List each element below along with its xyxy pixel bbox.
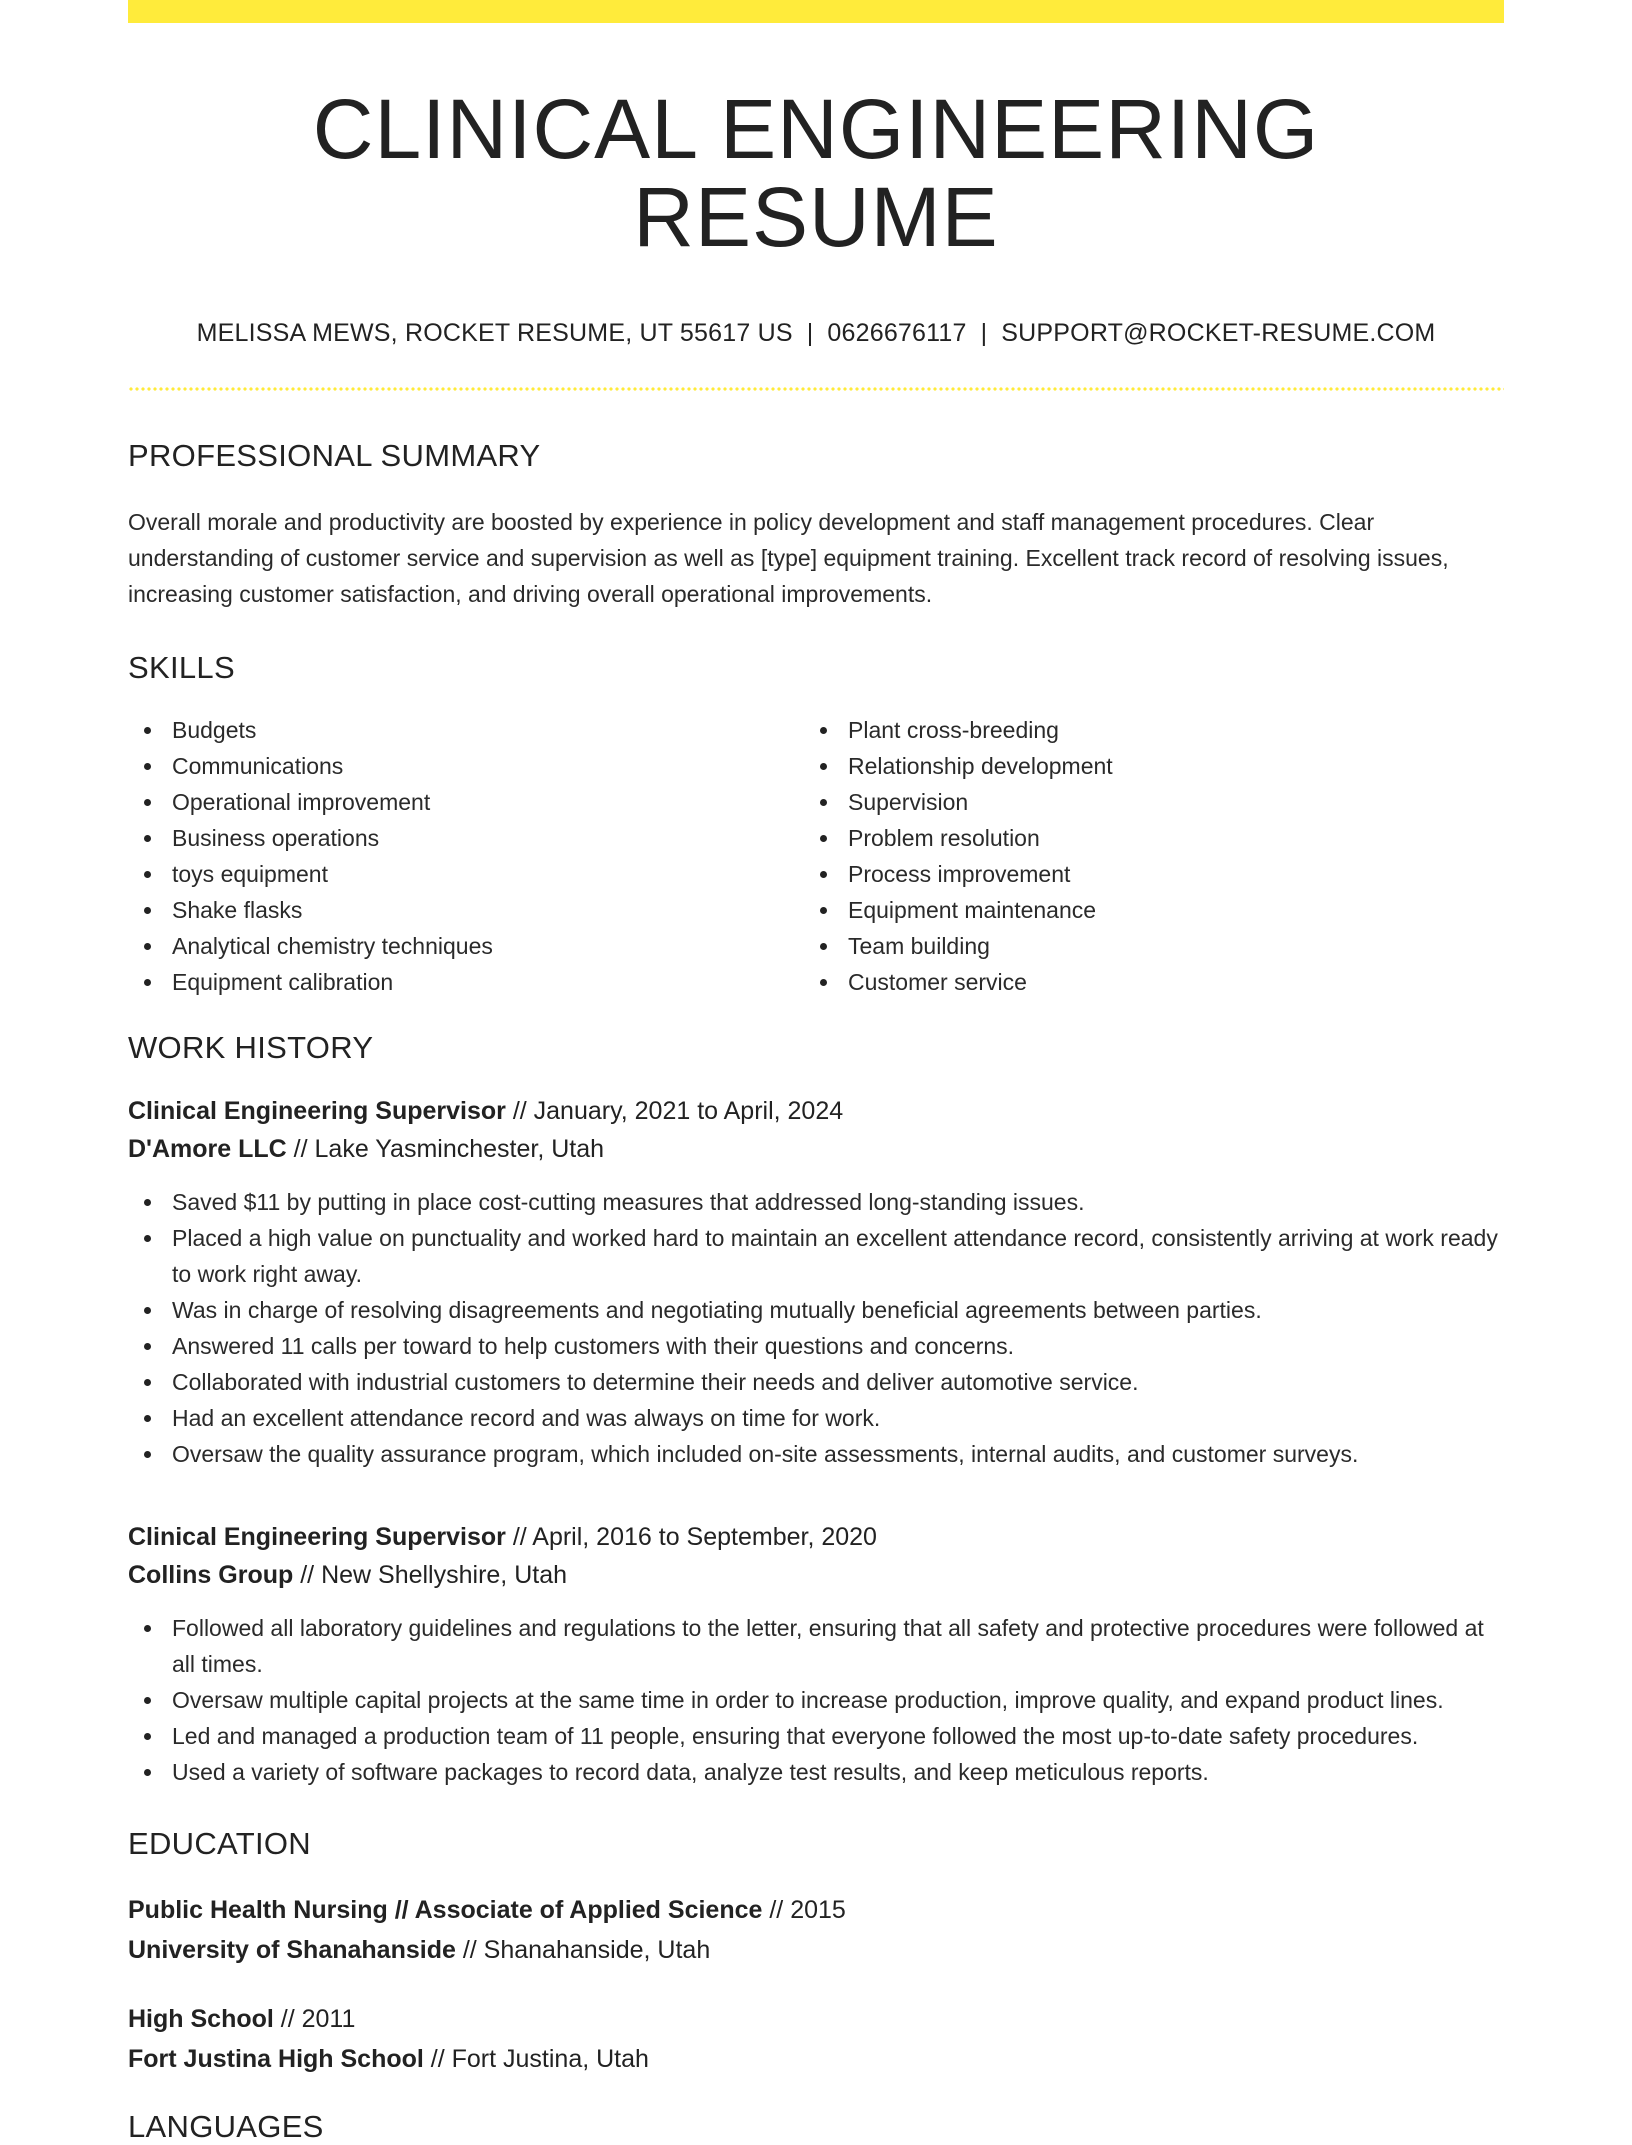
contact-address: MELISSA MEWS, ROCKET RESUME, UT 55617 US [196,319,793,348]
skills-column-right [804,712,1480,1000]
list-item: Had an excellent attendance record and was always on time for work. [128,1400,1504,1436]
list-item: Followed all laboratory guidelines and regulations to the letter, ensuring that all safety and protective procedures were followed at all times. [128,1610,1504,1682]
job-bullets [128,1610,1504,1790]
job-dates: // January, 2021 to April, 2024 [505,1097,844,1126]
skill-item: Budgets [128,712,804,748]
skill-item: Shake flasks [128,892,804,928]
job-dates: // April, 2016 to September, 2020 [505,1523,877,1552]
education-degree-line [128,1999,1504,2039]
contact-line [128,319,1504,348]
skills-column-left [128,712,804,1000]
summary-text: Overall morale and productivity are boosted by experience in policy development and staff management procedures. Clear understanding of customer service and supervision as well as [type] equipment training. Excellent track record of resolving issues, increasing customer satisfaction, and driving overall operational improvements. [128,509,1449,608]
skill-item: Plant cross-breeding [804,712,1480,748]
education-school: University of Shanahanside [128,1936,456,1965]
education-entry [128,1890,1504,1970]
job-title-line [128,1092,1504,1130]
job-location: // Lake Yasminchester, Utah [286,1135,605,1164]
education-entry [128,1999,1504,2079]
education-school: Fort Justina High School [128,2045,424,2074]
dotted-divider [128,387,1504,391]
job-entry [128,1092,1504,1472]
work-history-heading: WORK HISTORY [128,1030,374,1066]
skill-item: Equipment calibration [128,964,804,1000]
summary-heading: PROFESSIONAL SUMMARY [128,438,541,474]
contact-separator: | [806,319,814,348]
job-company-line [128,1556,1504,1594]
job-title: Clinical Engineering Supervisor [128,1097,506,1126]
skill-item: Business operations [128,820,804,856]
education-degree-line [128,1890,1504,1930]
job-company-line [128,1130,1504,1168]
skill-item: Problem resolution [804,820,1480,856]
skill-item: Process improvement [804,856,1480,892]
skill-item: Communications [128,748,804,784]
skill-item: Analytical chemistry techniques [128,928,804,964]
list-item: Placed a high value on punctuality and worked hard to maintain an excellent attendance record, consistently arriving at work ready to work right away. [128,1220,1504,1292]
list-item: Led and managed a production team of 11 people, ensuring that everyone followed the most up-to-date safety procedures. [128,1718,1504,1754]
top-accent-bar [128,0,1504,23]
list-item: Saved $11 by putting in place cost-cutting measures that addressed long-standing issues. [128,1184,1504,1220]
list-item: Collaborated with industrial customers to determine their needs and deliver automotive service. [128,1364,1504,1400]
list-item: Oversaw the quality assurance program, which included on-site assessments, internal audits, and customer surveys. [128,1436,1504,1472]
education-location: // Fort Justina, Utah [423,2045,649,2074]
education-heading: EDUCATION [128,1826,311,1862]
skill-item: Equipment maintenance [804,892,1480,928]
education-school-line [128,2039,1504,2079]
contact-phone: 0626676117 [827,319,967,348]
job-bullets [128,1184,1504,1472]
page-title: CLINICAL ENGINEERING RESUME [312,82,1320,265]
job-company: D'Amore LLC [128,1135,287,1164]
education-year: // 2011 [273,2005,356,2034]
skill-item: Team building [804,928,1480,964]
skills-list [128,712,1504,1000]
contact-separator: | [980,319,988,348]
education-degree: High School [128,2005,274,2034]
education-location: // Shanahanside, Utah [455,1936,711,1965]
education-year: // 2015 [762,1896,846,1925]
contact-email: SUPPORT@ROCKET-RESUME.COM [1001,319,1436,348]
list-item: Oversaw multiple capital projects at the same time in order to increase production, improve quality, and expand product lines. [128,1682,1504,1718]
languages-heading: LANGUAGES [128,2109,324,2145]
skills-heading: SKILLS [128,650,235,686]
skill-item: toys equipment [128,856,804,892]
job-title: Clinical Engineering Supervisor [128,1523,506,1552]
education-degree: Public Health Nursing // Associate of Applied Science [128,1896,763,1925]
job-title-line [128,1518,1504,1556]
list-item: Was in charge of resolving disagreements and negotiating mutually beneficial agreements between parties. [128,1292,1504,1328]
skill-item: Relationship development [804,748,1480,784]
skill-item: Supervision [804,784,1480,820]
job-location: // New Shellyshire, Utah [293,1561,567,1590]
list-item: Answered 11 calls per toward to help customers with their questions and concerns. [128,1328,1504,1364]
list-item: Used a variety of software packages to record data, analyze test results, and keep meticulous reports. [128,1754,1504,1790]
job-entry [128,1518,1504,1790]
education-school-line [128,1930,1504,1970]
skill-item: Customer service [804,964,1480,1000]
job-company: Collins Group [128,1561,294,1590]
skill-item: Operational improvement [128,784,804,820]
